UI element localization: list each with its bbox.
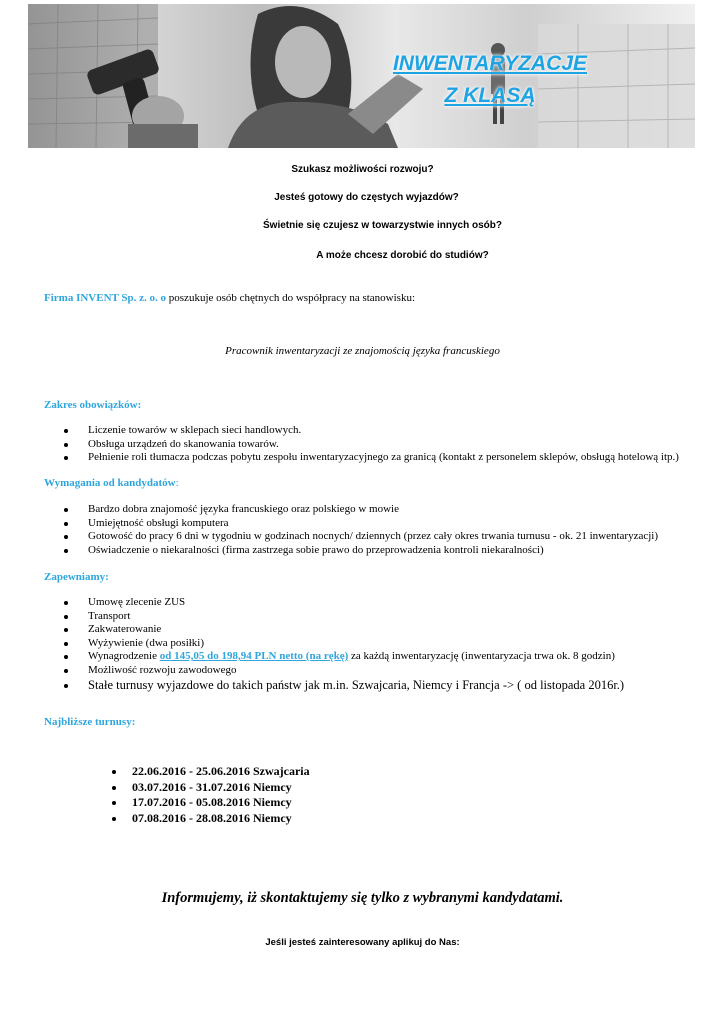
trips-heading: Najbliższe turnusy:: [44, 716, 136, 728]
requirements-list: [64, 503, 658, 557]
intro-text: poszukuje osób chętnych do współpracy na stanowisku:: [166, 292, 416, 304]
list-item: Wyżywienie (dwa posiłki): [64, 637, 624, 651]
requirements-heading-colon: :: [175, 477, 179, 489]
trip-item: 22.06.2016 - 25.06.2016 Szwajcaria: [112, 764, 310, 780]
requirements-heading: [44, 477, 179, 489]
list-item: Gotowość do pracy 6 dni w tygodniu w godzinach nocnych/ dziennych (przez cały okres trwania turnusu - ok. 21 inwentaryzacji): [64, 530, 658, 544]
banner-title: [370, 48, 610, 112]
duties-list: [64, 424, 679, 465]
list-item: Stałe turnusy wyjazdowe do takich państw jak m.in. Szwajcaria, Niemcy i Francja -> ( od listopada 2016r.): [64, 677, 624, 694]
salary-item: [64, 650, 624, 664]
trip-item: 07.08.2016 - 28.08.2016 Niemcy: [112, 811, 310, 827]
list-item: Zakwaterowanie: [64, 623, 624, 637]
intro-line: [44, 292, 415, 304]
requirements-heading-text: Wymagania od kandydatów: [44, 477, 176, 489]
offer-list: [64, 596, 624, 694]
question-3: Świetnie się czujesz w towarzystwie innych osób?: [263, 220, 502, 231]
list-item: Umowę zlecenie ZUS: [64, 596, 624, 610]
header-banner: [28, 4, 695, 148]
trip-item: 03.07.2016 - 31.07.2016 Niemcy: [112, 780, 310, 796]
position-title: Pracownik inwentaryzacji ze znajomością języka francuskiego: [225, 345, 500, 357]
trips-list: [112, 764, 310, 826]
list-item: Możliwość rozwoju zawodowego: [64, 664, 624, 678]
info-note: Informujemy, iż skontaktujemy się tylko z wybranymi kandydatami.: [161, 890, 564, 906]
list-item: Umiejętność obsługi komputera: [64, 517, 658, 531]
list-item: Bardzo dobra znajomość języka francuskiego oraz polskiego w mowie: [64, 503, 658, 517]
question-2: Jesteś gotowy do częstych wyjazdów?: [274, 192, 459, 203]
list-item: Liczenie towarów w sklepach sieci handlowych.: [64, 424, 679, 438]
banner-title-line2: Z KLASĄ: [444, 84, 536, 107]
company-name: Firma INVENT Sp. z. o. o: [44, 292, 167, 304]
duties-heading: Zakres obowiązków:: [44, 399, 142, 411]
salary-prefix: Wynagrodzenie: [88, 650, 160, 662]
question-4: A może chcesz dorobić do studiów?: [316, 250, 489, 261]
question-1: Szukasz możliwości rozwoju?: [291, 164, 434, 175]
offer-heading: Zapewniamy:: [44, 571, 109, 583]
list-item: Pełnienie roli tłumacza podczas pobytu zespołu inwentaryzacyjnego za granicą (kontakt z personelem sklepów, obsługą hotelową itp.): [64, 451, 679, 465]
trip-item: 17.07.2016 - 05.08.2016 Niemcy: [112, 795, 310, 811]
banner-title-line1: INWENTARYZACJE: [392, 52, 588, 75]
list-item: Obsługa urządzeń do skanowania towarów.: [64, 438, 679, 452]
list-item: Transport: [64, 610, 624, 624]
apply-note: Jeśli jesteś zainteresowany aplikuj do Nas:: [265, 937, 460, 948]
salary-suffix: za każdą inwentaryzację (inwentaryzacja trwa ok. 8 godzin): [348, 650, 615, 662]
list-item: Oświadczenie o niekaralności (firma zastrzega sobie prawo do przeprowadzenia kontroli niekaralności): [64, 544, 658, 558]
salary-link[interactable]: od 145,05 do 198,94 PLN netto (na rękę): [159, 650, 349, 662]
